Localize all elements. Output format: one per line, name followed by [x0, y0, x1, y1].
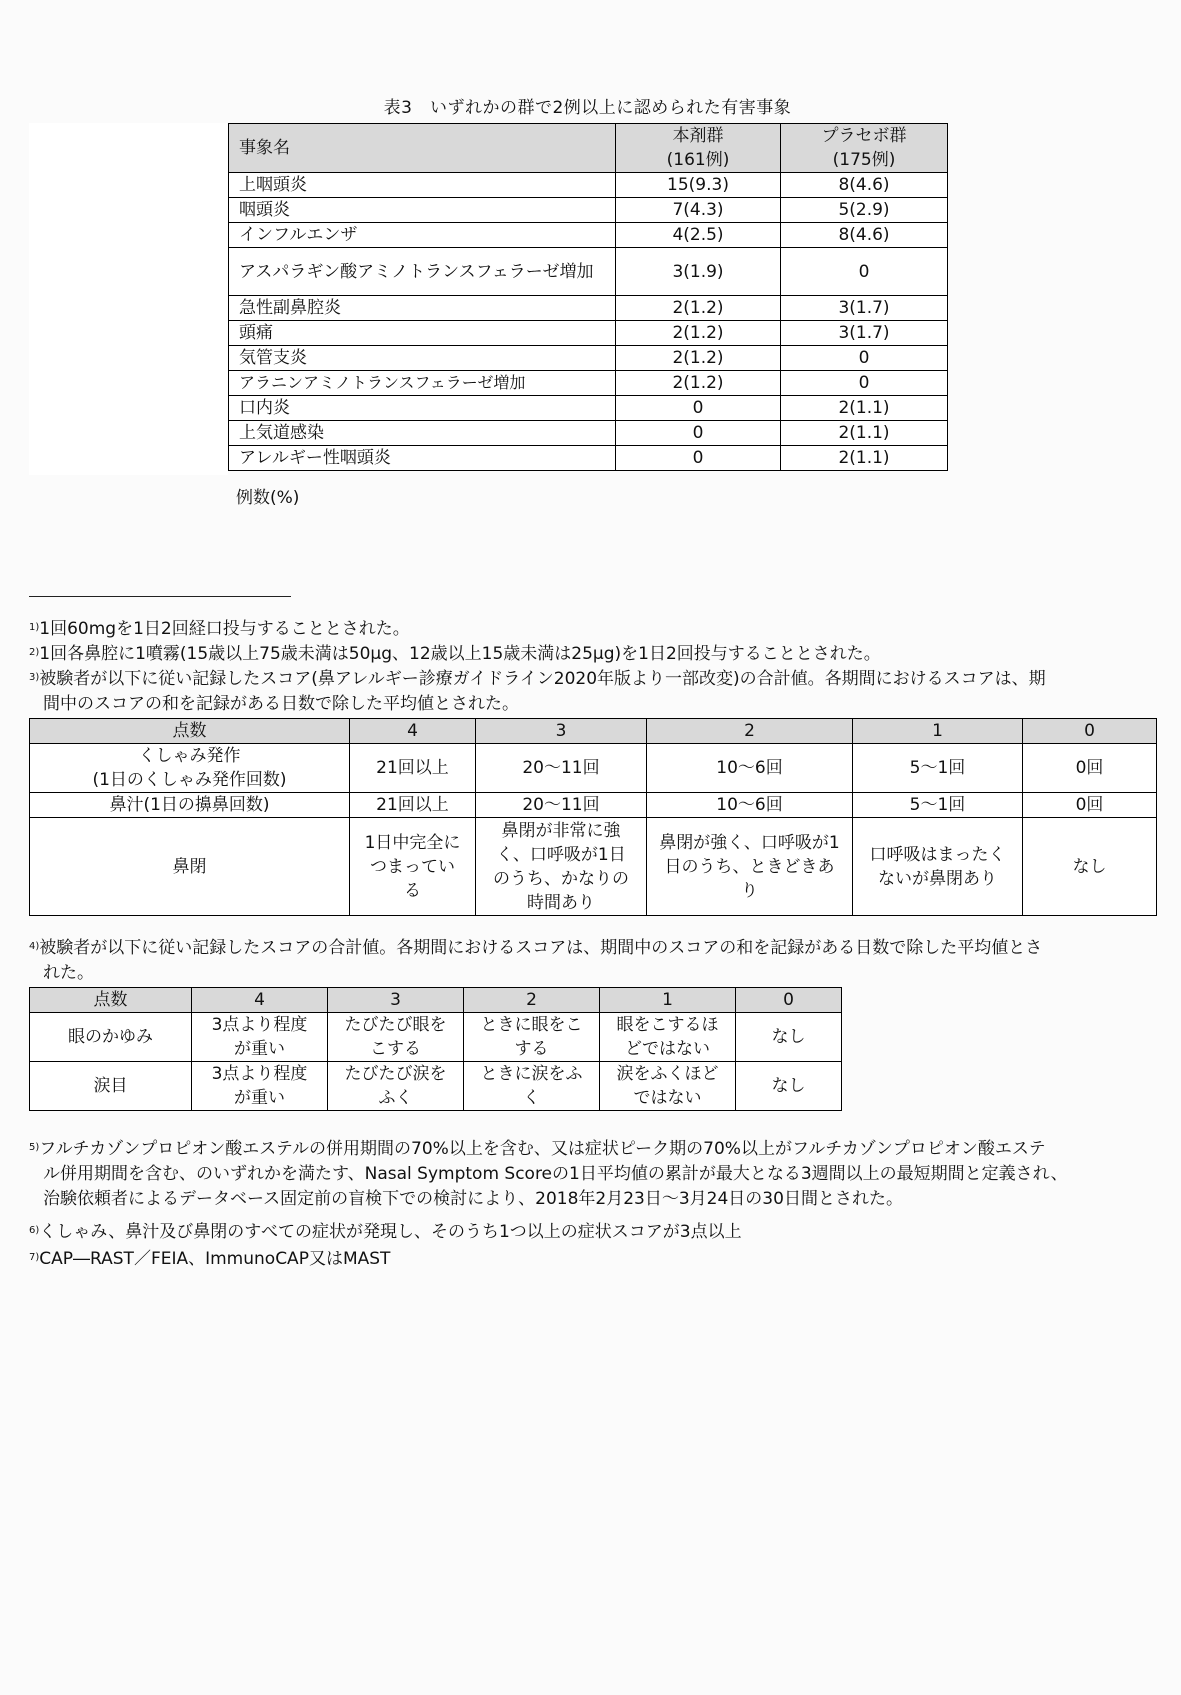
- row-label: くしゃみ発作 (1日のくしゃみ発作回数): [30, 744, 350, 793]
- table-row: 咽頭炎 7(4.3) 5(2.9): [229, 198, 948, 223]
- table-row: 上気道感染 0 2(1.1): [229, 421, 948, 446]
- table-row: インフルエンザ 4(2.5) 8(4.6): [229, 223, 948, 248]
- row-label: 眼のかゆみ: [30, 1013, 192, 1062]
- table-row: くしゃみ発作 (1日のくしゃみ発作回数) 21回以上 20～11回 10～6回 5～1回 0回: [30, 744, 1157, 793]
- table-header-row: 点数 4 3 2 1 0: [30, 988, 842, 1013]
- footnote-4: $^{4)}$被験者が以下に従い記録したスコアの合計値。各期間におけるスコアは、期間中のスコアの和を記録がある日数で除した平均値とさ れた。: [29, 938, 1043, 983]
- footnote-6: $^{6)}$くしゃみ、鼻汁及び鼻閉のすべての症状が発現し、そのうち1つ以上の症状スコアが3点以上: [29, 1222, 742, 1242]
- table-row: 鼻汁(1日の擤鼻回数) 21回以上 20～11回 10～6回 5～1回 0回: [30, 793, 1157, 818]
- table-row: 涙目 3点より程度が重い たびたび涙をふく ときに涙をふく 涙をふくほどではない なし: [30, 1062, 842, 1111]
- table-row: アラニンアミノトランスフェラーゼ増加 2(1.2) 0: [229, 371, 948, 396]
- table-header-row: 点数 4 3 2 1 0: [30, 719, 1157, 744]
- table-row: アレルギー性咽頭炎 0 2(1.1): [229, 446, 948, 471]
- footnote-1: $^{1)}$1回60mgを1日2回経口投与することとされた。: [29, 619, 410, 639]
- unit-note: 例数(%): [236, 488, 300, 508]
- table-row: 口内炎 0 2(1.1): [229, 396, 948, 421]
- footnote-7: $^{7)}$CAP―RAST／FEIA、ImmunoCAP又はMAST: [29, 1249, 391, 1269]
- footnote-3: $^{3)}$被験者が以下に従い記録したスコア(鼻アレルギー診療ガイドライン2020年版より一部改変)の合計値。各期間におけるスコアは、期 間中のスコアの和を記録がある日数で除した平均値とされた。: [29, 669, 1046, 714]
- eye-symptom-score-table: [29, 987, 842, 1111]
- footnote-2: $^{2)}$1回各鼻腔に1噴霧(15歳以上75歳未満は50μg、12歳以上15歳未満は25μg)を1日2回投与することとされた。: [29, 644, 881, 664]
- footnote-5: $^{5)}$フルチカゾンプロピオン酸エステルの併用期間の70%以上を含む、又は症状ピーク期の70%以上がフルチカゾンプロピオン酸エステ ル併用期間を含む、のいずれかを満たす、Nasal Symptom Scoreの1日平均値の累計が最大となる3週間以上の最短期間と定義され、 治験依頼者によるデータベース固定前の盲検下での検討により、2018年2月23日～3月24日の30日間とされた。: [29, 1139, 1068, 1209]
- row-label: 鼻汁(1日の擤鼻回数): [30, 793, 350, 818]
- header-placebo-group: プラセボ群 (175例): [781, 124, 948, 173]
- table-row: 眼のかゆみ 3点より程度が重い たびたび眼をこする ときに眼をこする 眼をこするほどではない なし: [30, 1013, 842, 1062]
- footnote-divider: [29, 596, 291, 597]
- row-label: 鼻閉: [30, 818, 350, 916]
- nasal-symptom-score-table: [29, 718, 1157, 916]
- left-blank-panel: [29, 123, 228, 475]
- header-event-name: 事象名: [229, 124, 616, 173]
- row-label: 涙目: [30, 1062, 192, 1111]
- table-header-row: [229, 124, 948, 173]
- table-row: 上咽頭炎 15(9.3) 8(4.6): [229, 173, 948, 198]
- adverse-events-table: [228, 123, 948, 471]
- table-row: 鼻閉 1日中完全につまっている 鼻閉が非常に強く、口呼吸が1日のうち、かなりの時間あり 鼻閉が強く、口呼吸が1日のうち、ときどきあり 口呼吸はまったくないが鼻閉あり なし: [30, 818, 1157, 916]
- table-row: 頭痛 2(1.2) 3(1.7): [229, 321, 948, 346]
- table-row: アスパラギン酸アミノトランスフェラーゼ増加 3(1.9) 0: [229, 248, 948, 296]
- header-drug-group: 本剤群 (161例): [616, 124, 781, 173]
- table-row: 急性副鼻腔炎 2(1.2) 3(1.7): [229, 296, 948, 321]
- table-title: 表3 いずれかの群で2例以上に認められた有害事象: [383, 98, 792, 118]
- table-row: 気管支炎 2(1.2) 0: [229, 346, 948, 371]
